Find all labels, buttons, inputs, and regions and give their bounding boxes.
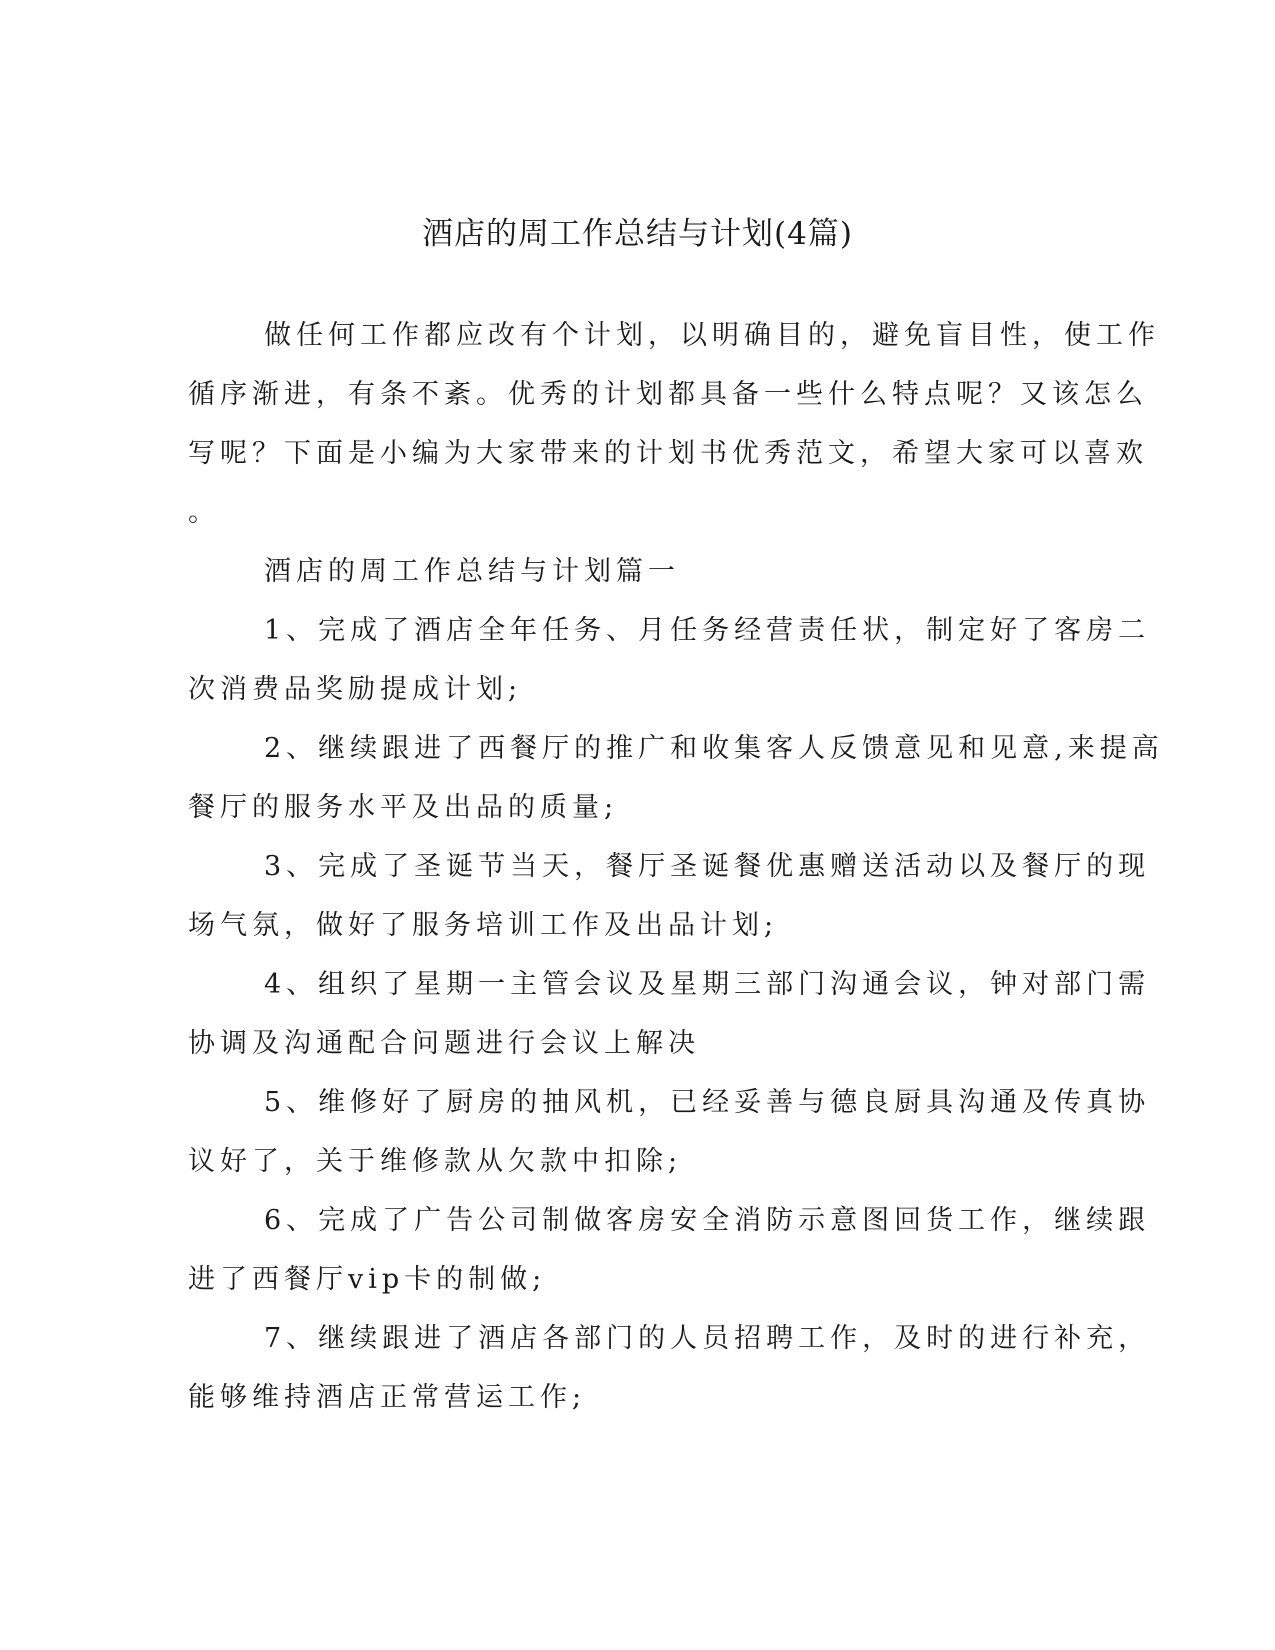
item-7-line-2: 能够维持酒店正常营运工作; <box>188 1382 587 1413</box>
item-6-line-1: 6、完成了广告公司制做客房安全消防示意图回货工作，继续跟 <box>264 1205 1151 1236</box>
intro-line-2: 循序渐进，有条不紊。优秀的计划都具备一些什么特点呢？又该怎么 <box>188 379 1148 410</box>
item-5-line-1: 5、维修好了厨房的抽风机，已经妥善与德良厨具沟通及传真协 <box>264 1087 1151 1118</box>
intro-line-1: 做任何工作都应改有个计划，以明确目的，避免盲目性，使工作 <box>264 320 1160 351</box>
intro-line-4: 。 <box>188 497 220 528</box>
item-2-line-1: 2、继续跟进了西餐厅的推广和收集客人反馈意见和见意,来提高 <box>264 733 1164 764</box>
item-1-line-1: 1、完成了酒店全年任务、月任务经营责任状，制定好了客房二 <box>264 615 1151 646</box>
document-title: 酒店的周工作总结与计划(4篇) <box>422 216 853 252</box>
section-heading: 酒店的周工作总结与计划篇一 <box>264 556 680 587</box>
item-3-line-1: 3、完成了圣诞节当天，餐厅圣诞餐优惠赠送活动以及餐厅的现 <box>264 851 1151 882</box>
item-4-line-2: 协调及沟通配合问题进行会议上解决 <box>188 1028 700 1059</box>
item-5-line-2: 议好了，关于维修款从欠款中扣除; <box>188 1146 683 1177</box>
item-1-line-2: 次消费品奖励提成计划; <box>188 674 523 705</box>
item-7-line-1: 7、继续跟进了酒店各部门的人员招聘工作，及时的进行补充， <box>264 1323 1151 1354</box>
intro-line-3: 写呢？下面是小编为大家带来的计划书优秀范文，希望大家可以喜欢 <box>188 438 1148 469</box>
item-4-line-1: 4、组织了星期一主管会议及星期三部门沟通会议，钟对部门需 <box>264 969 1151 1000</box>
item-6-line-2: 进了西餐厅vip卡的制做; <box>188 1264 547 1295</box>
item-2-line-2: 餐厅的服务水平及出品的质量; <box>188 792 619 823</box>
item-3-line-2: 场气氛，做好了服务培训工作及出品计划; <box>188 910 779 941</box>
